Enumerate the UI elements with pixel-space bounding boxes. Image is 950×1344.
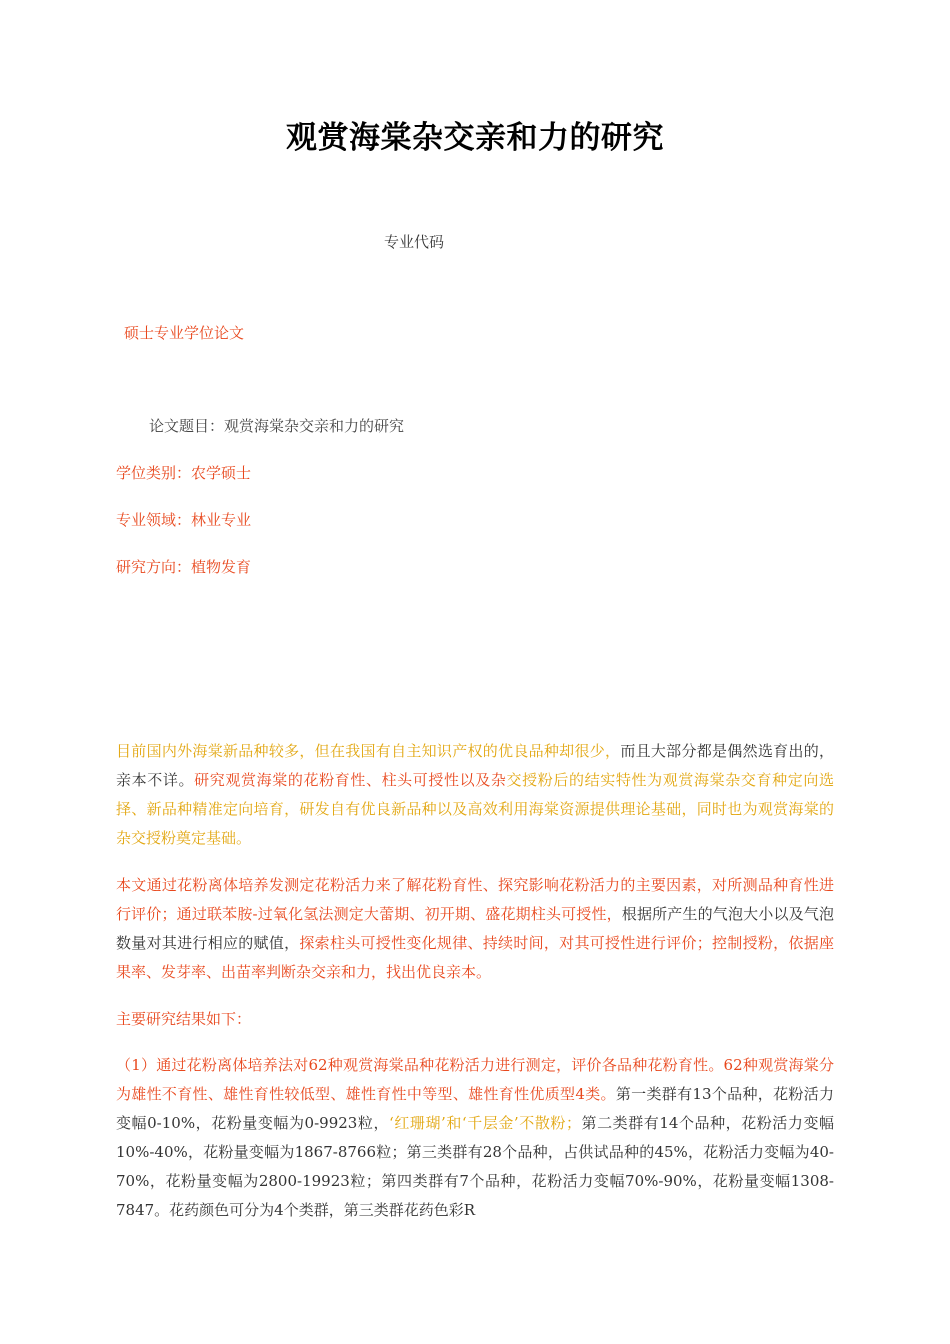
results-paragraph-1 xyxy=(116,1051,834,1225)
p1-segment: 目前国内外海棠新品种较多，但在我国有自主知识产权的优良品种却很少， xyxy=(116,742,621,760)
abstract-paragraph-2 xyxy=(116,871,834,987)
major-code-label: 专业代码 xyxy=(384,233,445,251)
research-direction-line: 研究方向：植物发育 xyxy=(116,558,252,576)
field-line: 专业领域：林业专业 xyxy=(116,511,252,529)
p1-segment: 研究观赏海棠的花粉育性、柱头可授性以及杂 xyxy=(194,771,507,789)
document-title: 观赏海棠杂交亲和力的研究 xyxy=(286,120,664,156)
p4-segment: ‘红珊瑚’和‘千层金’不散粉； xyxy=(389,1114,581,1132)
p1-segment: 交授粉后的结实特性为观赏海棠杂交育种定向选择、新品种精准定向培育，研发自有优良新品种以及高效利用海棠资源提供理论基础，同时也为观赏海棠的杂交授粉奠定基础。 xyxy=(116,771,834,847)
p2-segment: 探索柱头可授性变化规律、持续时间，对其可授性进行评价；控制授粉，依据座果率、发芽率、出苗率判断杂交亲和力，找出优良亲本。 xyxy=(116,934,834,981)
p1-segment: 而且大部分都是偶然选育出的，亲本不详。 xyxy=(116,742,834,789)
p4-segment: 第二类群有14个品种，花粉活力变幅10%-40%，花粉量变幅为1867-8766粒；第三类群有28个品种，占供试品种的45%，花粉活力变幅为40-70%，花粉量变幅为2800-19923粒；第四类群有7个品种，花粉活力变幅70%-90%，花粉量变幅1308-7847。花药颜色可分为4个类群，第三类群花药色彩R xyxy=(116,1114,835,1219)
p2-segment: 根据所产生的气泡大小以及气泡数量对其进行相应的赋值， xyxy=(116,905,834,952)
degree-category-line: 学位类别：农学硕士 xyxy=(116,464,252,482)
thesis-title-line: 论文题目：观赏海棠杂交亲和力的研究 xyxy=(149,417,405,435)
results-heading: 主要研究结果如下： xyxy=(116,1010,252,1028)
abstract-paragraph-1 xyxy=(116,737,834,853)
p4-segment: 第一类群有13个品种，花粉活力变幅0-10%，花粉量变幅为0-9923粒， xyxy=(116,1085,835,1132)
p2-segment: 本文通过花粉离体培养发测定花粉活力来了解花粉育性、探究影响花粉活力的主要因素，对所测品种育性进行评价；通过联苯胺-过氧化氢法测定大蕾期、初开期、盛花期柱头可授性， xyxy=(116,876,834,923)
p4-segment: （1）通过花粉离体培养法对62种观赏海棠品种花粉活力进行测定，评价各品种花粉育性。62种观赏海棠分为雄性不育性、雄性育性较低型、雄性育性中等型、雄性育性优质型4类。 xyxy=(116,1056,834,1103)
degree-type-heading: 硕士专业学位论文 xyxy=(124,324,245,342)
